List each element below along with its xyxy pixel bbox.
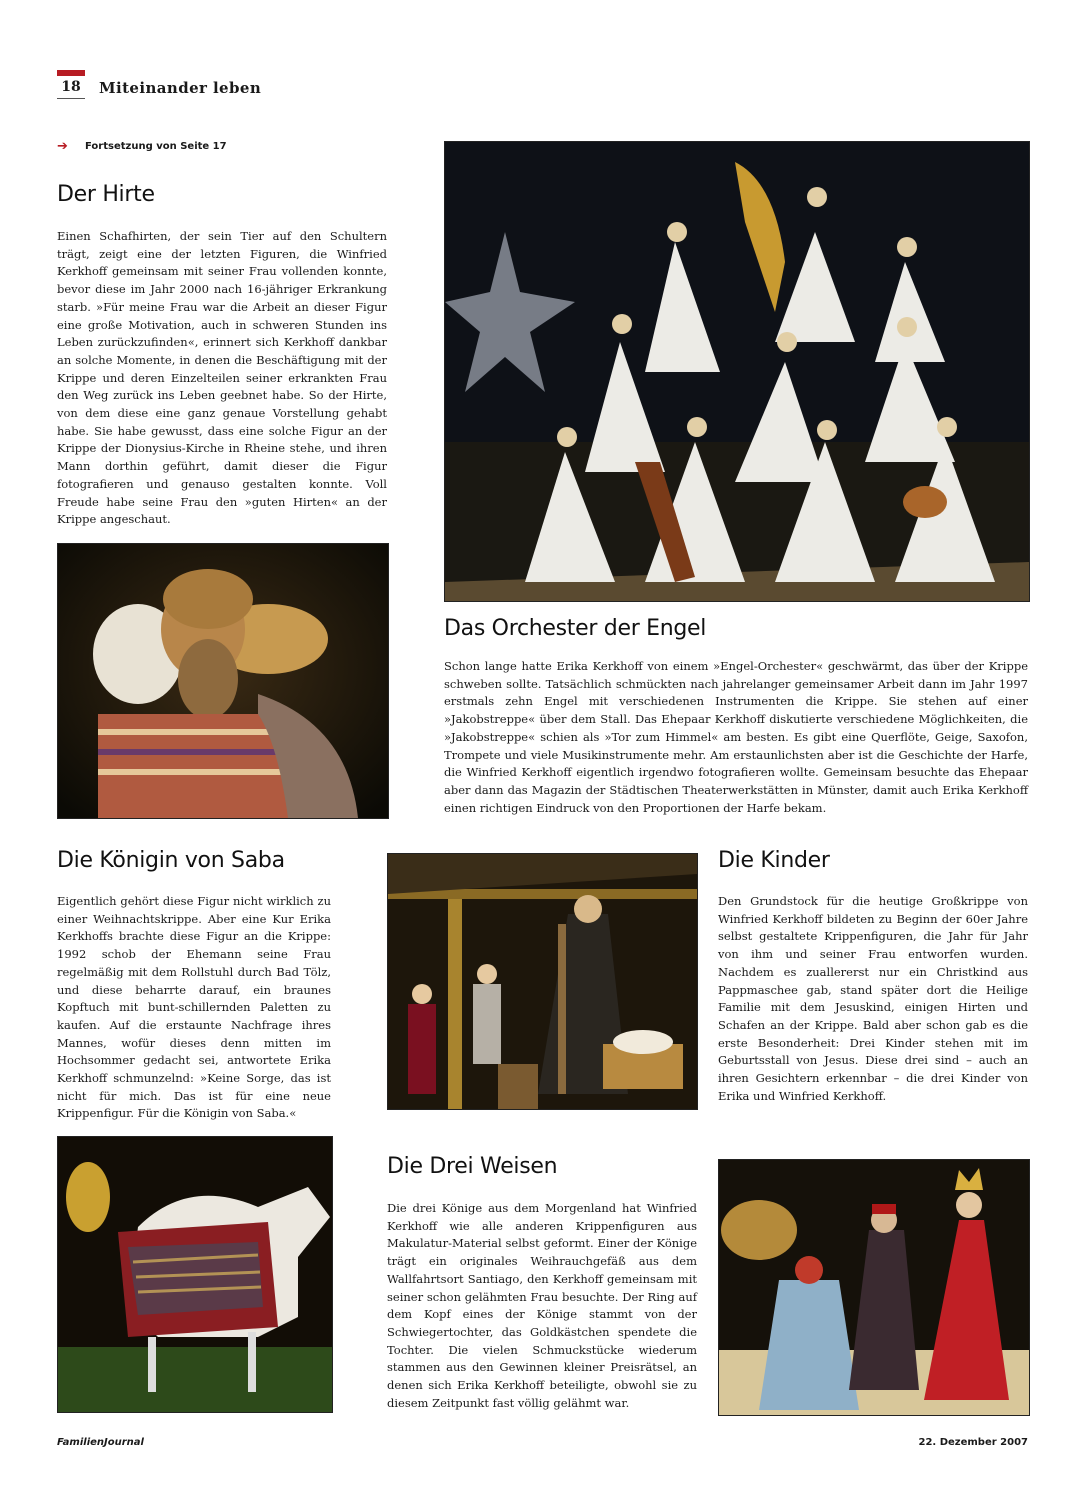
article-title-orchester: Das Orchester der Engel [444,616,707,641]
article-body-orchester: Schon lange hatte Erika Kerkhoff von einem »Engel-Orchester« geschwärmt, das über der Krippe schweben sollte. Tatsächlich schmückten nach jahrelanger gemeinsamer Arbeit dann im Jahr 1997 erstmals zehn Engel mit verschiedenen Instrumenten die Krippe. Sie stehen auf einer »Jakobstreppe« über dem Stall. Das Ehepaar Kerkhoff diskutierte verschiedene Möglichkeiten, die »Jakobstreppe« schien als »Tor zum Himmel« am besten. Es gibt eine Querflöte, Geige, Saxofon, Trompete und viele Musikinstrumente mehr. Am erstaunlichsten aber ist die Geschichte der Harfe, die Winfried Kerkhoff eigentlich irgendwo fotografieren wollte. Gemeinsam besuchte das Ehepaar aber dann das Magazin der Städtischen Theaterwerkstätten in Münster, damit auch Erika Kerkhoff einen richtigen Eindruck von den Proportionen der Harfe bekam. [444,659,1028,815]
photo-queen-of-sheba [57,1136,333,1413]
photo-angel-orchestra [444,141,1030,602]
section-title: Miteinander leben [99,79,262,97]
photo-three-kings [718,1159,1030,1416]
article-body-hirte: Einen Schafhirten, der sein Tier auf den Schultern trägt, zeigt eine der letzten Figuren, die Winfried Kerkhoff gemeinsam mit seiner Frau vollenden konnte, bevor diese im Jahr 2000 nach 16-jähriger Erkrankung starb. »Für meine Frau war die Arbeit an dieser Figur eine große Motivation, auch in schweren Stunden ins Leben zurückzufinden«, erinnert sich Kerkhoff dankbar an solche Momente, in denen die Beschäftigung mit der Krippe und deren Einzelteilen seiner erkrankten Frau den Weg zurück ins Leben geebnet habe. So der Hirte, von dem diese eine ganz genaue Vorstellung gehabt habe. Sie habe gewusst, dass eine solche Figur an der Krippe der Dionysius-Kirche in Rheine stehe, und ihren Mann dorthin geführt, damit dieser die Figur fotografieren und genauso gestalten konnte. Voll Freude habe seine Frau den »guten Hirten« an der Krippe angeschaut. [57,229,387,527]
article-body-weisen: Die drei Könige aus dem Morgenland hat Winfried Kerkhoff wie alle anderen Krippenfiguren aus Makulatur-Material selbst geformt. Einer der Könige trägt ein originales Weihrauchgefäß aus dem Wallfahrtsort Santiago, den Kerkhoff gemeinsam mit seiner schon gelähmten Frau besuchte. Der Ring auf dem Kopf eines der Könige stammt von der Schwiegertochter, das Goldkästchen spendete die Tochter. Die vielen Schmuckstücke wiederum stammen aus den Gewinnen kleiner Preisrätsel, an denen sich Erika Kerkhoff beteiligte, obwohl sie zu diesem Zeitpunkt fast völlig gelähmt war. [387,1201,697,1410]
arrow-right-icon: ➔ [57,139,68,154]
footer-publication: FamilienJournal [57,1437,144,1448]
photo-shepherd [57,543,389,819]
photo-children-nativity [387,853,698,1110]
article-title-kinder: Die Kinder [718,848,830,873]
page-number-accent-bar [57,70,85,76]
continuation-note: Fortsetzung von Seite 17 [85,141,227,152]
article-body-kinder: Den Grundstock für die heutige Großkrippe von Winfried Kerkhoff bildeten zu Beginn der 60er Jahre selbst gestaltete Krippenfiguren, die Jahr für Jahr von ihm und seiner Frau entworfen wurden. Nachdem es zuallererst nur ein Christkind aus Pappmaschee gab, stand später dort die Heilige Familie mit dem Jesuskind, einigen Hirten und Schafen an der Krippe. Bald aber schon gab es die erste Besonderheit: Drei Kinder stehen mit im Geburtsstall von Jesus. Diese drei sind – auch an ihren Gesichtern erkennbar – die drei Kinder von Erika und Winfried Kerkhoff. [718,894,1028,1103]
page-number: 18 [61,79,81,95]
article-title-weisen: Die Drei Weisen [387,1154,558,1179]
article-body-saba: Eigentlich gehört diese Figur nicht wirklich zu einer Weihnachtskrippe. Aber eine Kur Erika Kerkhoffs brachte diese Figur an die Krippe: 1992 schob der Ehemann seine Frau regelmäßig mit dem Rollstuhl durch Bad Tölz, und diese beharrte darauf, ein braunes Kopftuch mit bunt-schillernden Paletten zu kaufen. Auf die erstaunte Nachfrage ihres Mannes, wofür dieses denn mitten im Hochsommer gedacht sei, antwortete Erika Kerkhoff schmunzelnd: »Keine Sorge, das ist nicht für mich. Das ist für eine neue Krippenfigur. Für die Königin von Saba.« [57,894,331,1121]
page-number-rule [57,98,85,99]
footer-date: 22. Dezember 2007 [918,1437,1028,1448]
article-title-hirte: Der Hirte [57,182,155,207]
article-title-saba: Die Königin von Saba [57,848,285,873]
